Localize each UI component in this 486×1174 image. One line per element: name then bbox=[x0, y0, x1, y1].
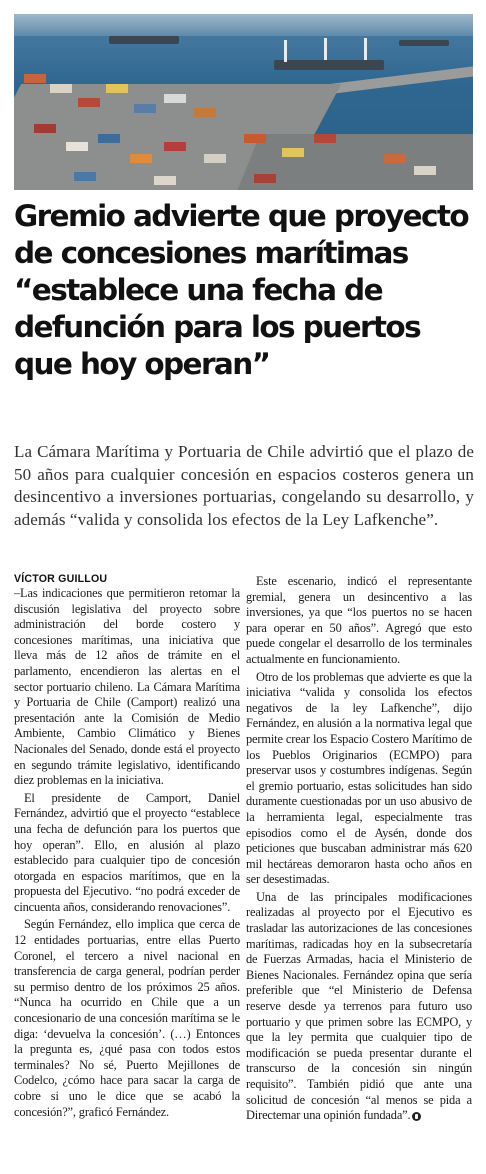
body-paragraph: –Las indicaciones que permitieron retomar la discusión legislativa del proyecto sobre administración del borde costero y concesiones marítimas, una iniciativa que lleva más de 12 años de trámite en el parlamento, encendieron las alertas en el sector portuario chileno. La Cámara Marítima y Portuaria de Chile (Camport) realizó una presentación ante la Comisión de Medio Ambiente, Cambio Climático y Bienes Nacionales del Senado, donde está el proyecto en segundo trámite legislativo, identificando diez problemas en la iniciativa. bbox=[14, 586, 240, 788]
photo-container bbox=[154, 176, 176, 185]
port-photo bbox=[14, 14, 473, 190]
body-paragraph bbox=[246, 890, 472, 1124]
photo-container bbox=[34, 124, 56, 133]
photo-crane bbox=[284, 40, 287, 62]
photo-container bbox=[194, 108, 216, 117]
byline: VÍCTOR GUILLOU bbox=[14, 573, 108, 585]
body-paragraph-text: Una de las principales modificaciones realizadas al proyecto por el Ejecutivo es trasladar las autorizaciones de las concesiones marítimas, radicadas hoy en la subsecretaría de Fuerzas Armadas, hacia el Ministerio de Bienes Nacionales. Fernández opina que sería preferible que “el Ministerio de Defensa reserve desde ya terrenos para futuro uso portuario y que primen sobre las ECMPO, y que la ley permita que cualquier tipo de modificación se pueda presentar durante el transcurso de la concesión sin ningún requisito”. También pidió que ante una solicitud de concesión “al menos se pida a Directemar una opinión fundada”. bbox=[246, 889, 472, 1123]
photo-sky bbox=[14, 14, 473, 36]
photo-crane bbox=[324, 38, 327, 60]
body-paragraph: Según Fernández, ello implica que cerca de 12 entidades portuarias, entre ellas Puerto Coronel, el tercero a nivel nacional en transferencia de carga general, podrían perder su permiso dentro de los próximos 25 años. “Nunca ha ocurrido en Chile que a un concesionario de una concesión marítima se le diga: ‘devuelva la concesión’. (…) Entonces la pregunta es, ¿qué pasa con todos estos terminales? No sé, Puerto Mejillones de Codelco, ¿cómo hace para sacar la carga de cobre si uno le dice que se acabó la concesión?”, graficó Fernández. bbox=[14, 917, 240, 1119]
body-column-right bbox=[246, 574, 472, 1126]
photo-ship bbox=[399, 40, 449, 46]
photo-ship bbox=[274, 60, 384, 70]
photo-container bbox=[98, 134, 120, 143]
photo-container bbox=[66, 142, 88, 151]
photo-container bbox=[282, 148, 304, 157]
photo-container bbox=[414, 166, 436, 175]
body-paragraph: El presidente de Camport, Daniel Fernández, advirtió que el proyecto “establece una fecha de defunción para los puertos que hoy operan”. Ello, en alusión al plazo establecido para cualquier tipo de concesión otorgada en espacios marítimos, que en la propuesta del Ejecutivo. “no podrá exceder de cincuenta años, considerando renovaciones”. bbox=[14, 790, 240, 914]
photo-container bbox=[164, 94, 186, 103]
photo-container bbox=[78, 98, 100, 107]
photo-container bbox=[314, 134, 336, 143]
headline: Gremio advierte que proyecto de concesiones marítimas “establece una fecha de defunción para los puertos que hoy operan” bbox=[14, 199, 469, 381]
photo-container bbox=[50, 84, 72, 93]
photo-container bbox=[244, 134, 266, 143]
lead-paragraph: La Cámara Marítima y Portuaria de Chile advirtió que el plazo de 50 años para cualquier concesión en espacios costeros genera un desincentivo a inversiones portuarias, congelando su desarrollo, y además “valida y consolida los efectos de la Ley Lafkenche”. bbox=[14, 442, 474, 529]
photo-container bbox=[74, 172, 96, 181]
photo-container bbox=[254, 174, 276, 183]
body-paragraph: Otro de los problemas que advierte es que la iniciativa “valida y consolida los efectos negativos de la ley Lafkenche”, dijo Fernández, en alusión a la normativa legal que permite crear los Espacio Costero Marítimo de los Pueblos Originarios (ECMPO) para preservar usos y costumbres indígenas. Según el gremio portuario, estas solicitudes han sido duramente cuestionadas por un uso abusivo de la herramienta legal, especialmente tras episodios como el de Aysén, donde dos peticiones que buscaban administrar más 620 mil hectáreas demoraron hasta ocho años en ser desestimadas. bbox=[246, 669, 472, 887]
photo-container bbox=[24, 74, 46, 83]
body-paragraph: Este escenario, indicó el representante gremial, genera un desincentivo a las inversiones, ya que “los puertos no se hacen para operar en 50 años”. Agregó que esto puede congelar el desarrollo de los terminales actualmente en funcionamiento. bbox=[246, 574, 472, 666]
photo-container bbox=[164, 142, 186, 151]
photo-crane bbox=[364, 38, 367, 60]
photo-container bbox=[204, 154, 226, 163]
photo-container bbox=[130, 154, 152, 163]
photo-ship bbox=[109, 36, 179, 44]
photo-container bbox=[384, 154, 406, 163]
photo-container bbox=[134, 104, 156, 113]
photo-container bbox=[106, 84, 128, 93]
body-column-left bbox=[14, 586, 240, 1122]
end-mark-icon bbox=[412, 1112, 421, 1121]
